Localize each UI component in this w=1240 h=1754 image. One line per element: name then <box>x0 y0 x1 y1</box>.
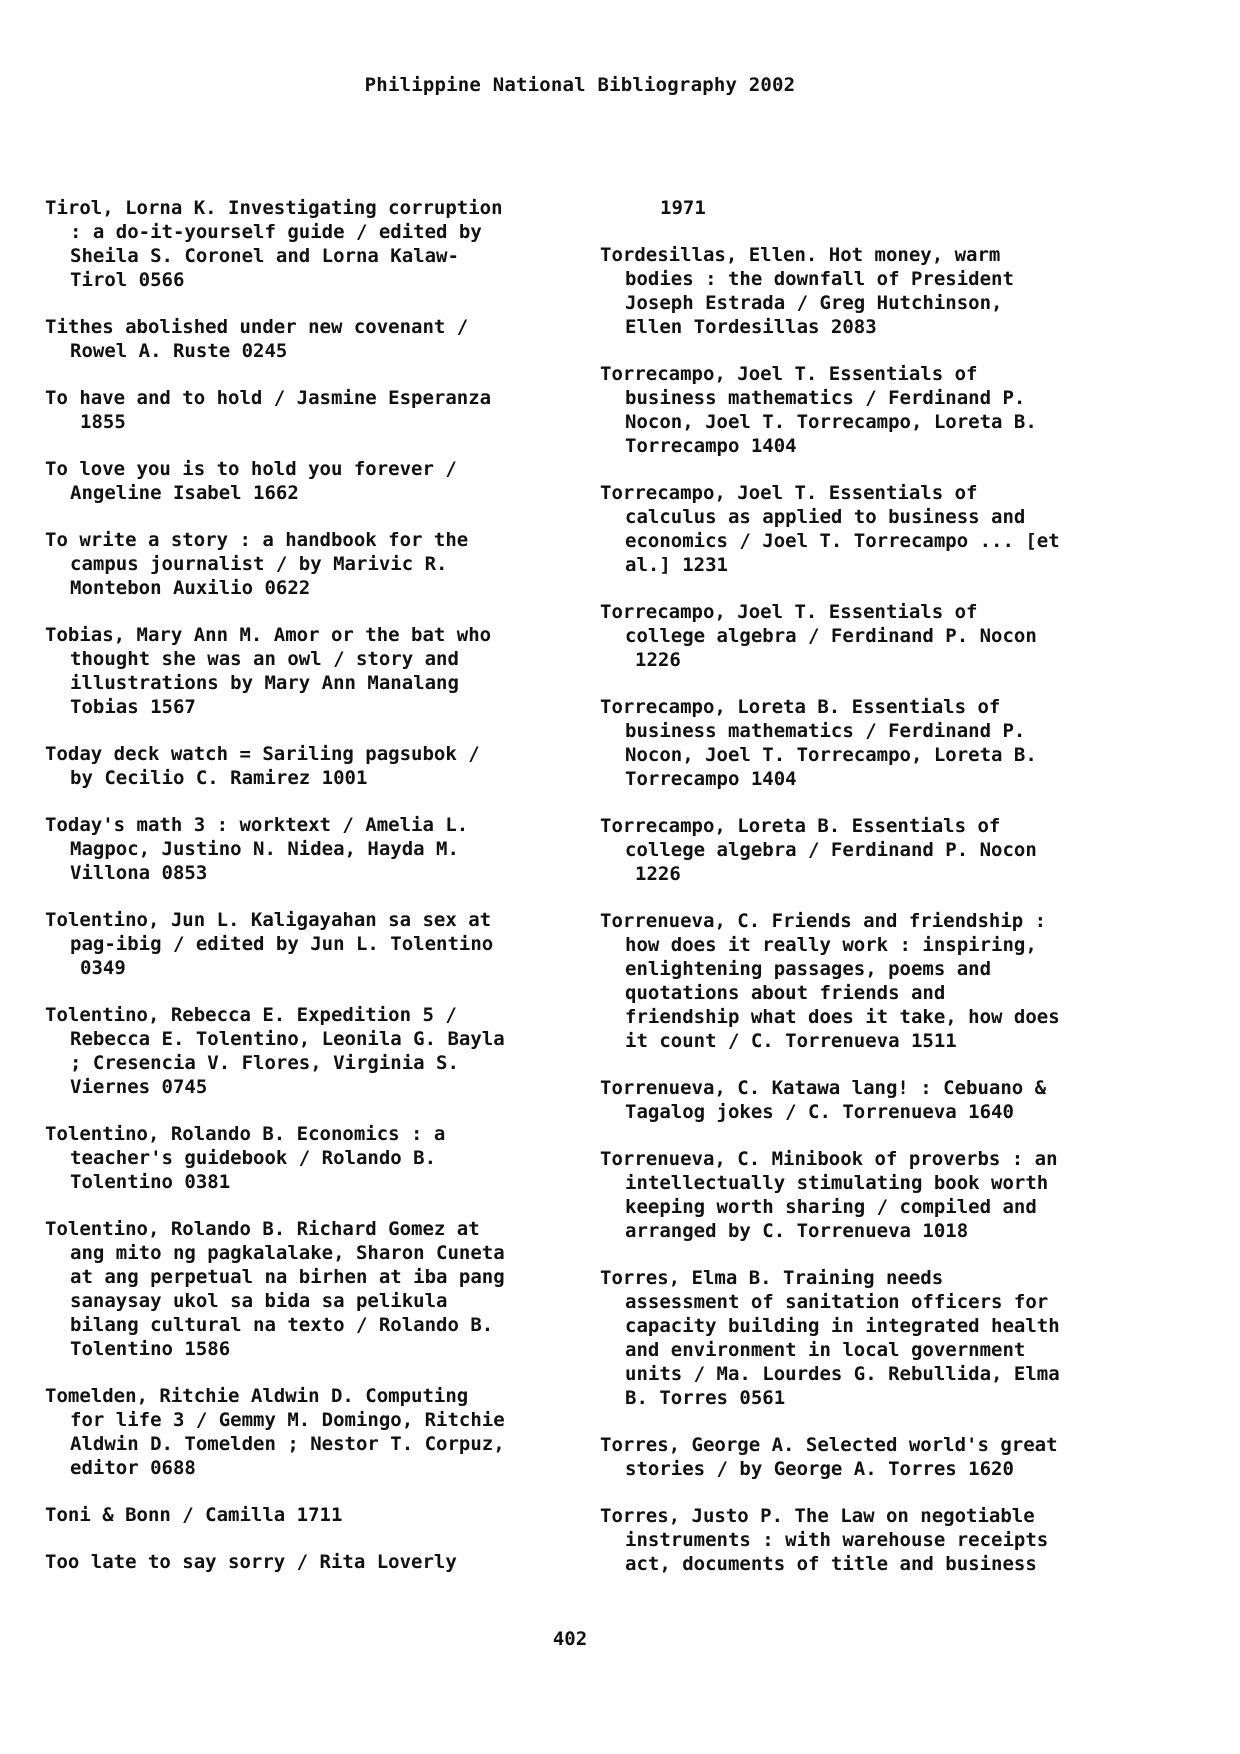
entry-line: Torrenueva, C. Minibook of proverbs : an <box>600 1148 1058 1170</box>
bibliography-entry <box>600 1504 1120 1576</box>
entry-line: Tobias 1567 <box>70 696 196 718</box>
entry-line: Tirol, Lorna K. Investigating corruption <box>45 197 503 219</box>
entry-line: arranged by C. Torrenueva 1018 <box>625 1220 969 1242</box>
entry-line: Tithes abolished under new covenant / <box>45 316 469 338</box>
bibliography-entry <box>45 1217 565 1361</box>
bibliography-entry <box>600 695 1120 791</box>
bibliography-entry <box>45 386 565 434</box>
entry-line: capacity building in integrated health <box>625 1315 1060 1337</box>
entry-line: Tolentino, Rolando B. Richard Gomez at <box>45 1218 480 1240</box>
bibliography-entry <box>45 1384 565 1480</box>
entry-line: Viernes 0745 <box>70 1076 208 1098</box>
entry-line: Torres, Justo P. The Law on negotiable <box>600 1505 1035 1527</box>
entry-line: intellectually stimulating book worth <box>625 1172 1049 1194</box>
bibliography-entry <box>600 481 1120 577</box>
entry-line: Angeline Isabel 1662 <box>70 482 299 504</box>
bibliography-entry <box>45 315 565 363</box>
right-column <box>600 196 1120 1599</box>
entry-line: by Cecilio C. Ramirez 1001 <box>70 767 368 789</box>
entry-line: teacher's guidebook / Rolando B. <box>70 1147 437 1169</box>
bibliography-entry <box>45 1122 565 1194</box>
entry-line: Tagalog jokes / C. Torrenueva 1640 <box>625 1101 1014 1123</box>
entry-line: bodies : the downfall of President <box>625 268 1014 290</box>
bibliography-entry <box>45 1503 565 1527</box>
entry-line: pag-ibig / edited by Jun L. Tolentino <box>70 933 494 955</box>
entry-line: enlightening passages, poems and <box>625 958 992 980</box>
entry-line: Ellen Tordesillas 2083 <box>625 316 877 338</box>
entry-line: for life 3 / Gemmy M. Domingo, Ritchie <box>70 1409 505 1431</box>
entry-line: assessment of sanitation officers for <box>625 1291 1049 1313</box>
entry-line: Tordesillas, Ellen. Hot money, warm <box>600 244 1001 266</box>
entry-line: ; Cresencia V. Flores, Virginia S. <box>70 1052 459 1074</box>
entry-line: Tirol 0566 <box>70 269 185 291</box>
entry-line: Villona 0853 <box>70 862 208 884</box>
entry-line: illustrations by Mary Ann Manalang <box>70 672 459 694</box>
entry-line: Torrecampo, Joel T. Essentials of <box>600 363 978 385</box>
entry-line: 1971 <box>660 197 706 219</box>
bibliography-entry <box>600 1147 1120 1243</box>
entry-line: Too late to say sorry / Rita Loverly <box>45 1551 457 1573</box>
entry-line: Tolentino, Rolando B. Economics : a <box>45 1123 446 1145</box>
entry-line: Nocon, Joel T. Torrecampo, Loreta B. <box>625 744 1037 766</box>
entry-line: al.] 1231 <box>625 554 728 576</box>
entry-line: Tolentino 0381 <box>70 1171 231 1193</box>
bibliography-entry <box>600 1266 1120 1410</box>
entry-continuation <box>600 196 1120 220</box>
entry-line: Torrecampo, Loreta B. Essentials of <box>600 696 1001 718</box>
entry-line: 1855 <box>80 411 126 433</box>
entry-line: Tolentino, Jun L. Kaligayahan sa sex at <box>45 909 492 931</box>
entry-line: Tolentino 1586 <box>70 1338 231 1360</box>
entry-line: Torrenueva, C. Katawa lang! : Cebuano & <box>600 1077 1047 1099</box>
bibliography-entry <box>600 362 1120 458</box>
entry-line: Nocon, Joel T. Torrecampo, Loreta B. <box>625 411 1037 433</box>
entry-line: sanaysay ukol sa bida sa pelikula <box>70 1290 448 1312</box>
entry-line: Today deck watch = Sariling pagsubok / <box>45 743 480 765</box>
entry-line: Torrecampo 1404 <box>625 435 797 457</box>
bibliography-entry <box>45 1003 565 1099</box>
entry-line: Torres, Elma B. Training needs <box>600 1267 944 1289</box>
entry-line: and environment in local government <box>625 1339 1026 1361</box>
bibliography-entry <box>600 909 1120 1053</box>
bibliography-entry <box>45 908 565 980</box>
entry-line: To love you is to hold you forever / <box>45 458 457 480</box>
entry-line: To have and to hold / Jasmine Esperanza <box>45 387 492 409</box>
left-column <box>45 196 565 1597</box>
entry-line: Sheila S. Coronel and Lorna Kalaw- <box>70 245 459 267</box>
entry-line: Rowel A. Ruste 0245 <box>70 340 288 362</box>
entry-line: Tobias, Mary Ann M. Amor or the bat who <box>45 624 492 646</box>
entry-line: units / Ma. Lourdes G. Rebullida, Elma <box>625 1363 1060 1385</box>
entry-line: Today's math 3 : worktext / Amelia L. <box>45 814 469 836</box>
entry-line: B. Torres 0561 <box>625 1387 786 1409</box>
entry-line: 1226 <box>635 649 681 671</box>
bibliography-entry <box>45 1550 565 1574</box>
entry-line: editor 0688 <box>70 1457 196 1479</box>
entry-line: at ang perpetual na birhen at iba pang <box>70 1266 505 1288</box>
bibliography-entry <box>45 528 565 600</box>
entry-line: 0349 <box>80 957 126 979</box>
entry-line: quotations about friends and <box>625 982 946 1004</box>
entry-line: Joseph Estrada / Greg Hutchinson, <box>625 292 1003 314</box>
entry-line: keeping worth sharing / compiled and <box>625 1196 1037 1218</box>
entry-line: college algebra / Ferdinand P. Nocon <box>625 625 1037 647</box>
entry-line: economics / Joel T. Torrecampo ... [et <box>625 530 1060 552</box>
entry-line: Torrecampo, Loreta B. Essentials of <box>600 815 1001 837</box>
bibliography-entry <box>600 1076 1120 1124</box>
entry-line: Rebecca E. Tolentino, Leonila G. Bayla <box>70 1028 505 1050</box>
entry-line: Tolentino, Rebecca E. Expedition 5 / <box>45 1004 457 1026</box>
bibliography-entry <box>600 814 1120 886</box>
entry-line: campus journalist / by Marivic R. <box>70 553 448 575</box>
bibliography-entry <box>45 457 565 505</box>
entry-line: Magpoc, Justino N. Nidea, Hayda M. <box>70 838 459 860</box>
entry-line: ang mito ng pagkalalake, Sharon Cuneta <box>70 1242 505 1264</box>
entry-line: thought she was an owl / story and <box>70 648 459 670</box>
entry-line: college algebra / Ferdinand P. Nocon <box>625 839 1037 861</box>
entry-line: calculus as applied to business and <box>625 506 1026 528</box>
entry-line: : a do-it-yourself guide / edited by <box>70 221 482 243</box>
entry-line: Toni & Bonn / Camilla 1711 <box>45 1504 343 1526</box>
bibliography-entry <box>45 813 565 885</box>
entry-line: Torrecampo 1404 <box>625 768 797 790</box>
entry-line: 1226 <box>635 863 681 885</box>
page-number: 402 <box>552 1628 588 1650</box>
entry-line: Torrenueva, C. Friends and friendship : <box>600 910 1047 932</box>
entry-line: Aldwin D. Tomelden ; Nestor T. Corpuz, <box>70 1433 505 1455</box>
entry-line: business mathematics / Ferdinand P. <box>625 387 1026 409</box>
entry-line: instruments : with warehouse receipts <box>625 1529 1049 1551</box>
entry-line: Torres, George A. Selected world's great <box>600 1434 1058 1456</box>
bibliography-entry <box>600 600 1120 672</box>
entry-line: it count / C. Torrenueva 1511 <box>625 1030 957 1052</box>
entry-line: business mathematics / Ferdinand P. <box>625 720 1026 742</box>
entry-line: how does it really work : inspiring, <box>625 934 1037 956</box>
entry-line: friendship what does it take, how does <box>625 1006 1060 1028</box>
bibliography-entry <box>45 623 565 719</box>
entry-line: To write a story : a handbook for the <box>45 529 469 551</box>
entry-line: act, documents of title and business <box>625 1553 1037 1575</box>
entry-line: Tomelden, Ritchie Aldwin D. Computing <box>45 1385 469 1407</box>
page-title: Philippine National Bibliography 2002 <box>364 74 796 96</box>
bibliography-entry <box>45 196 565 292</box>
entry-line: Torrecampo, Joel T. Essentials of <box>600 601 978 623</box>
entry-line: Torrecampo, Joel T. Essentials of <box>600 482 978 504</box>
entry-line: Montebon Auxilio 0622 <box>70 577 311 599</box>
bibliography-entry <box>600 243 1120 339</box>
entry-line: stories / by George A. Torres 1620 <box>625 1458 1014 1480</box>
bibliography-entry <box>600 1433 1120 1481</box>
bibliography-entry <box>45 742 565 790</box>
entry-line: bilang cultural na texto / Rolando B. <box>70 1314 494 1336</box>
